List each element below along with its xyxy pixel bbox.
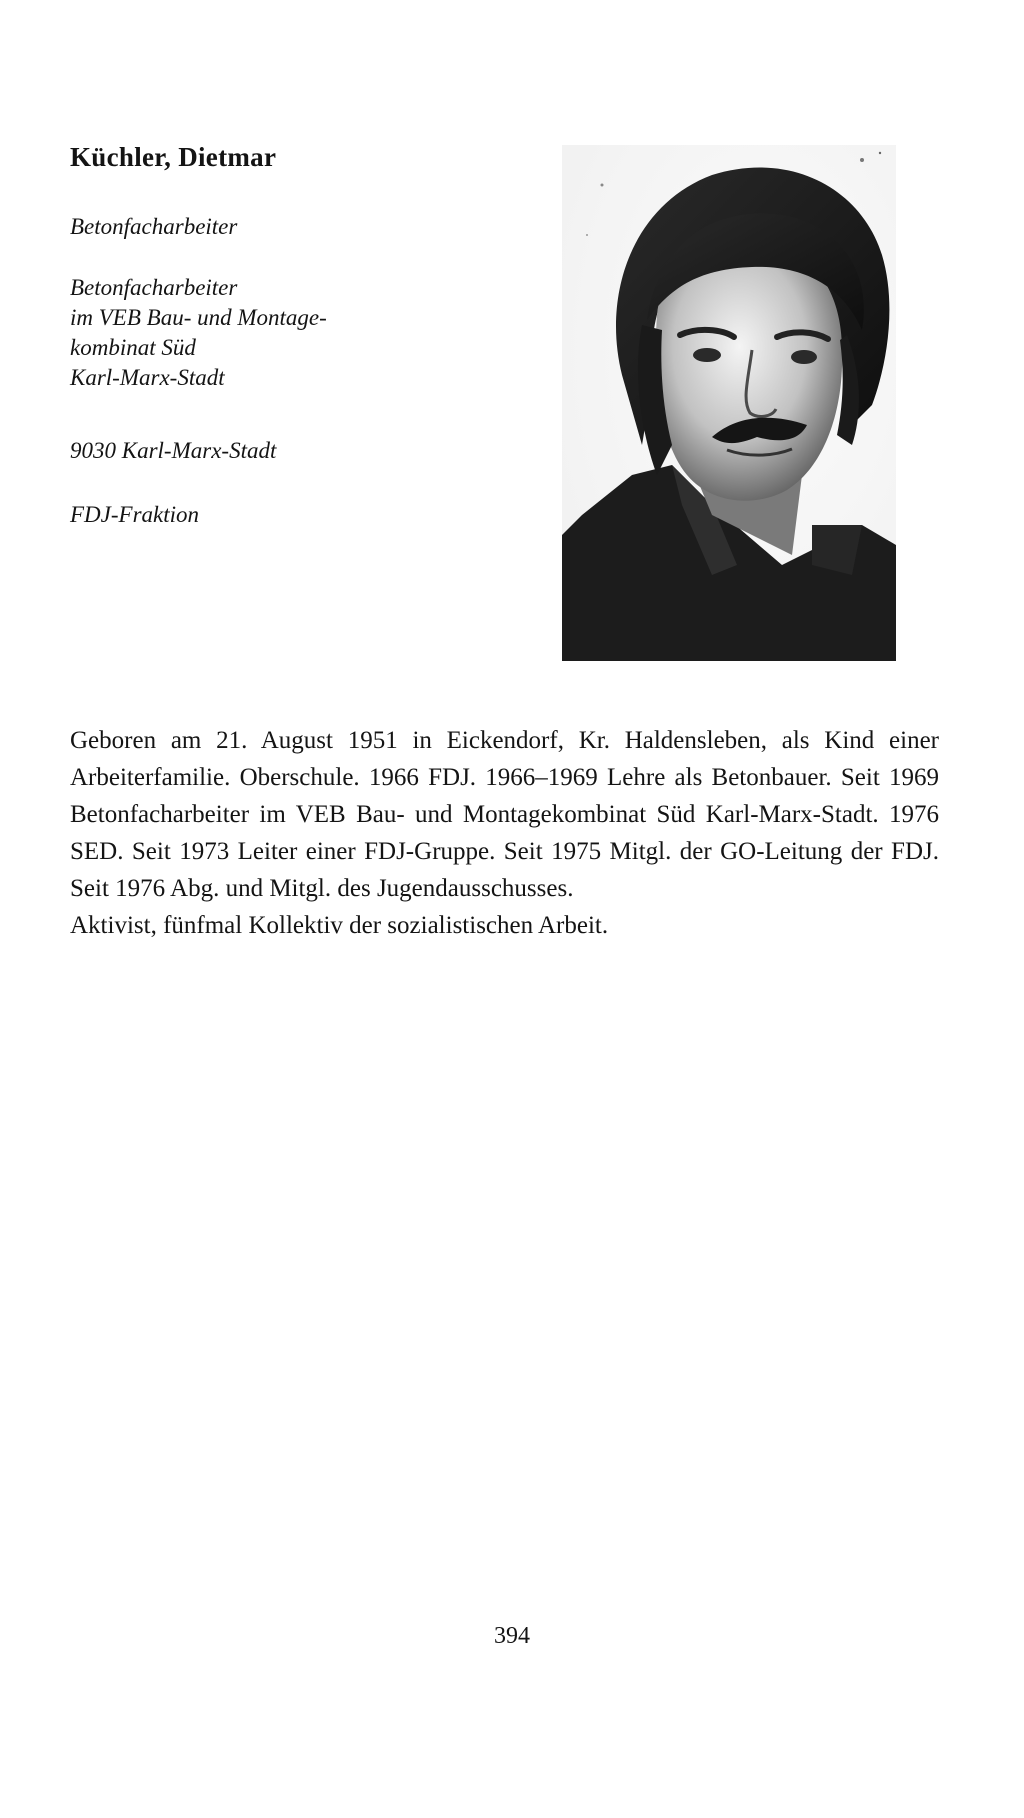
portrait-photo: [562, 145, 896, 661]
awards-text: Aktivist, fünfmal Kollektiv der sozialistischen Arbeit.: [70, 912, 609, 939]
faction: FDJ-Fraktion: [70, 502, 200, 527]
biography: [70, 722, 939, 944]
workplace-line: kombinat Süd: [70, 335, 196, 360]
page-number: 394: [494, 1623, 530, 1649]
occupation: Betonfacharbeiter: [70, 214, 238, 239]
workplace: [70, 273, 327, 393]
workplace-line: Karl-Marx-Stadt: [70, 365, 225, 390]
biography-text: Geboren am 21. August 1951 in Eickendorf, Kr. Haldensleben, als Kind einer Arbeiterfamilie. Oberschule. 1966 FDJ. 1966–1969 Lehre als Betonbauer. Seit 1969 Betonfacharbeiter im VEB Bau- und Montagekombinat Süd Karl-Marx-Stadt. 1976 SED. Seit 1973 Leiter einer FDJ-Gruppe. Seit 1975 Mitgl. der GO-Leitung der FDJ. Seit 1976 Abg. und Mitgl. des Jugendausschusses.: [70, 727, 939, 902]
address: 9030 Karl-Marx-Stadt: [70, 438, 277, 463]
person-name: Küchler, Dietmar: [70, 142, 277, 172]
workplace-line: Betonfacharbeiter: [70, 275, 238, 300]
workplace-line: im VEB Bau- und Montage-: [70, 305, 327, 330]
